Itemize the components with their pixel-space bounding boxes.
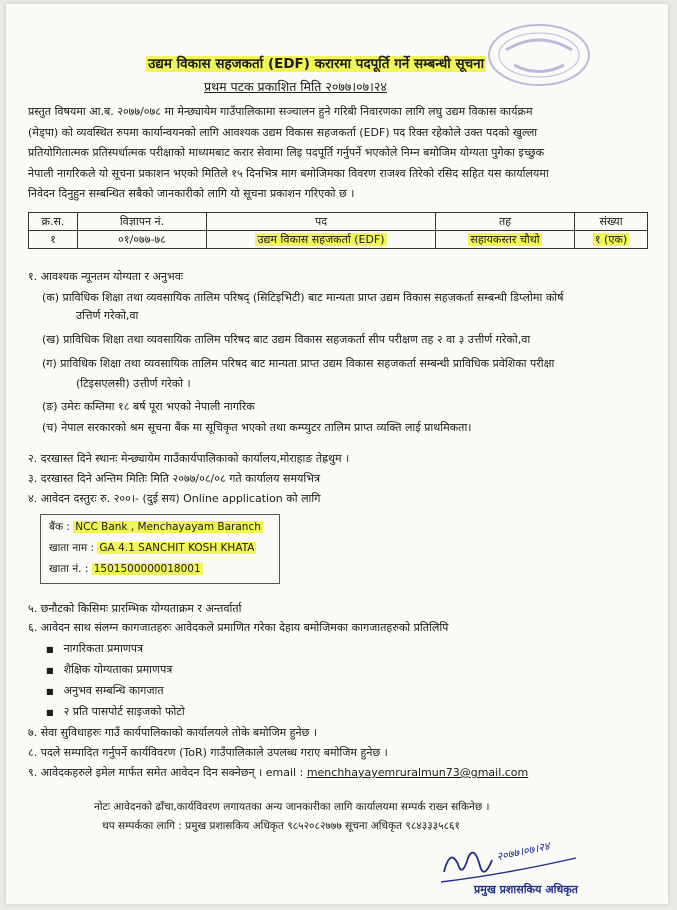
intro-line: प्रस्तुत विषयमा आ.ब. २०७७/०७८ मा मेन्छ्यायेम गाउँपालिकामा सञ्चालन हुने गरिबी निवारणका लागि लघु उद्यम विकास कार्यक्रम [28,105,533,118]
account-name-label: खाता नाम : [49,542,95,554]
section-9 [28,765,528,780]
intro-line: (मेड्पा) को व्यवस्थित रुपमा कार्यान्वयनको लागि आवश्यक उद्यम विकास सहजकर्ता (EDF) पद रिक्त रहेकोले उक्त पदको खुल्ला [28,125,538,139]
cell-post-text: उद्यम विकास सहजकर्ता (EDF) [257,233,385,246]
document-item: शैक्षिक योग्यताका प्रमाणपत्र [63,663,173,676]
cell-count [575,231,648,249]
bank-label: बैंक : [49,521,70,533]
intro-line: निवेदन दिनुहुन सम्बन्धित सबैको जानकारीको लागि यो सूचना प्रकाशन गरिएको छ । [28,187,355,200]
account-number-row [49,562,203,576]
bullet-icon: ■ [46,708,54,717]
col-post: पद [207,213,436,231]
bank-row [49,520,263,534]
requirement-item: (च) नेपाल सरकारको श्रम सूचना बैंक मा सूचिकृत भएको तथा कम्प्युटर तालिम प्राप्त व्यक्ति लाई प्राथमिकता। [42,421,472,434]
section-7: ७. सेवा सुविधाहरुः गाउँ कार्यपालिकाको कार्यालयले तोके बमोजिम हुनेछ । [28,726,317,739]
col-level: तह [436,213,575,231]
section-1-heading: १. आवश्यक न्यूनतम योग्यता र अनुभवः [28,270,184,283]
office-stamp-icon [484,20,594,90]
notice-title-text: उद्यम विकास सहजकर्ता (EDF) करारमा पदपूर्ति गर्ने सम्बन्धी सूचना [148,56,485,72]
section-8: ८. पदले सम्पादित गर्नुपर्ने कार्यविवरण (ToR) गाउँपालिकाले उपलब्ध गराए बमोजिम हुनेछ । [28,746,388,759]
requirement-item: (टिइसएलसी) उत्तीर्ण गरेको । [76,377,191,390]
bank-details-box [40,514,280,584]
table-header-row [29,213,648,231]
cell-level-text: सहायकस्तर चौथो [470,233,540,246]
document-item: २ प्रति पासपोर्ट साइजको फोटो [63,705,185,718]
note-line-1: नोटः आवेदनको ढाँचा,कार्यविवरण लगायतका अन्य जानकारीका लागि कार्यालयमा सम्पर्क राख्न सकिनेछ । [94,801,490,813]
intro-line: नेपाली नागरिकले यो सूचना प्रकाशन भएको मितिले १५ दिनभित्र माग बमोजिमका विवरण राजश्व तिरेको रसिद सहित यस कार्यालयमा [28,166,549,180]
document-item: अनुभव सम्बन्धि कागजात [63,684,164,697]
section-9-text: ९. आवेदकहरुले इमेल मार्फत समेत आवेदन दिन सक्नेछन् । email : [28,766,304,779]
signature-title: प्रमुख प्रशासकिय अधिकृत [474,883,578,896]
published-date: प्रथम पटक प्रकाशित मिति २०७७।०७।२४ [204,79,387,94]
requirement-item: (ख) प्राविधिक शिक्षा तथा व्यवसायिक तालिम परिषद बाट उद्यम विकास सहजकर्ता सीप परीक्षण तह २ वा ३ उत्तीर्ण गरेको,वा [42,333,531,346]
account-number-label: खाता नं. : [49,563,89,575]
document-item: नागरिकता प्रमाणपत्र [63,642,144,655]
list-item [46,641,143,656]
section-6: ६. आवेदन साथ संलग्न कागजातहरुः आवेदकले प्रमाणित गरेका देहाय बमोजिमका कागजातहरुको प्रतिलिपि [28,621,449,634]
vacancy-table [28,212,648,249]
bank-name: NCC Bank , Menchayayam Baranch [75,521,261,533]
list-item [46,662,172,677]
bullet-icon: ■ [46,645,54,654]
intro-line: प्रतियोगितात्मक प्रतिस्पर्धात्मक परीक्षाको माध्यमबाट करार सेवामा लिइ पदपूर्ति गर्नुपर्ने भएकोले निम्न बमोजिम योग्यता पुगेका इच्छुक [28,146,545,159]
requirement-item: उत्तिर्ण गरेको,वा [76,309,139,322]
section-5: ५. छनौटको किसिमः प्रारम्भिक योग्यताक्रम र अन्तर्वार्ता [28,602,242,615]
cell-level [436,231,575,249]
cell-advert-no: ०१/०७७-७८ [78,231,207,249]
notice-title [146,54,486,72]
notice-document [6,4,668,904]
cell-count-text: १ (एक) [594,233,628,246]
bullet-icon: ■ [46,687,54,696]
col-count: संख्या [575,213,648,231]
cell-post [207,231,436,249]
requirement-item: (क) प्राविधिक शिक्षा तथा व्यवसायिक तालिम परिषद् (सिटिइभिटी) बाट मान्यता प्राप्त उद्यम विकास सहजकर्ता सम्बन्धी डिप्लोमा कोर्ष [42,291,564,304]
bullet-icon: ■ [46,666,54,675]
cell-serial: १ [29,231,78,249]
list-item [46,683,164,698]
email-link[interactable]: menchhayayemruralmun73@gmail.com [306,766,529,779]
account-name-row [49,541,256,555]
section-4: ४. आवेदन दस्तुरः रु. २००।- (दुई सय) Online application को लागि [28,492,321,505]
signature-date: २०७७।०७।२४ [495,839,551,864]
section-3: ३. दरखास्त दिने अन्तिम मितिः मिति २०७७/०८/०८ गते कार्यालय समयभित्र [28,472,321,485]
requirement-item: (ग) प्राविधिक शिक्षा तथा व्यवसायिक तालिम परिषद बाट मान्यता प्राप्त उद्यम विकास सहजकर्ता सम्बन्धी प्राविधिक प्रवेशिका परीक्षा [42,357,555,370]
table-row [29,231,648,249]
list-item [46,704,185,719]
col-serial: क्र.स. [29,213,78,231]
col-advert-no: विज्ञापन नं. [78,213,207,231]
account-name-value: GA 4.1 SANCHIT KOSH KHATA [99,542,255,554]
section-2: २. दरखास्त दिने स्थानः मेन्छ्यायेम गाउँकार्यपालिकाको कार्यालय,मोराहाङ तेह्रथुम । [28,452,350,465]
account-number-value: 1501500000018001 [93,563,201,575]
note-line-2: थप सम्पर्कका लागि : प्रमुख प्रशासकिय अधिकृत ९८५२०८२७७७ सूचना अधिकृत ९८४३३३५८६१ [102,820,460,832]
intro-paragraph [28,102,658,205]
requirement-item: (ङ) उमेरः कम्तिमा १८ बर्ष पूरा भएको नेपाली नागरिक [42,400,255,413]
